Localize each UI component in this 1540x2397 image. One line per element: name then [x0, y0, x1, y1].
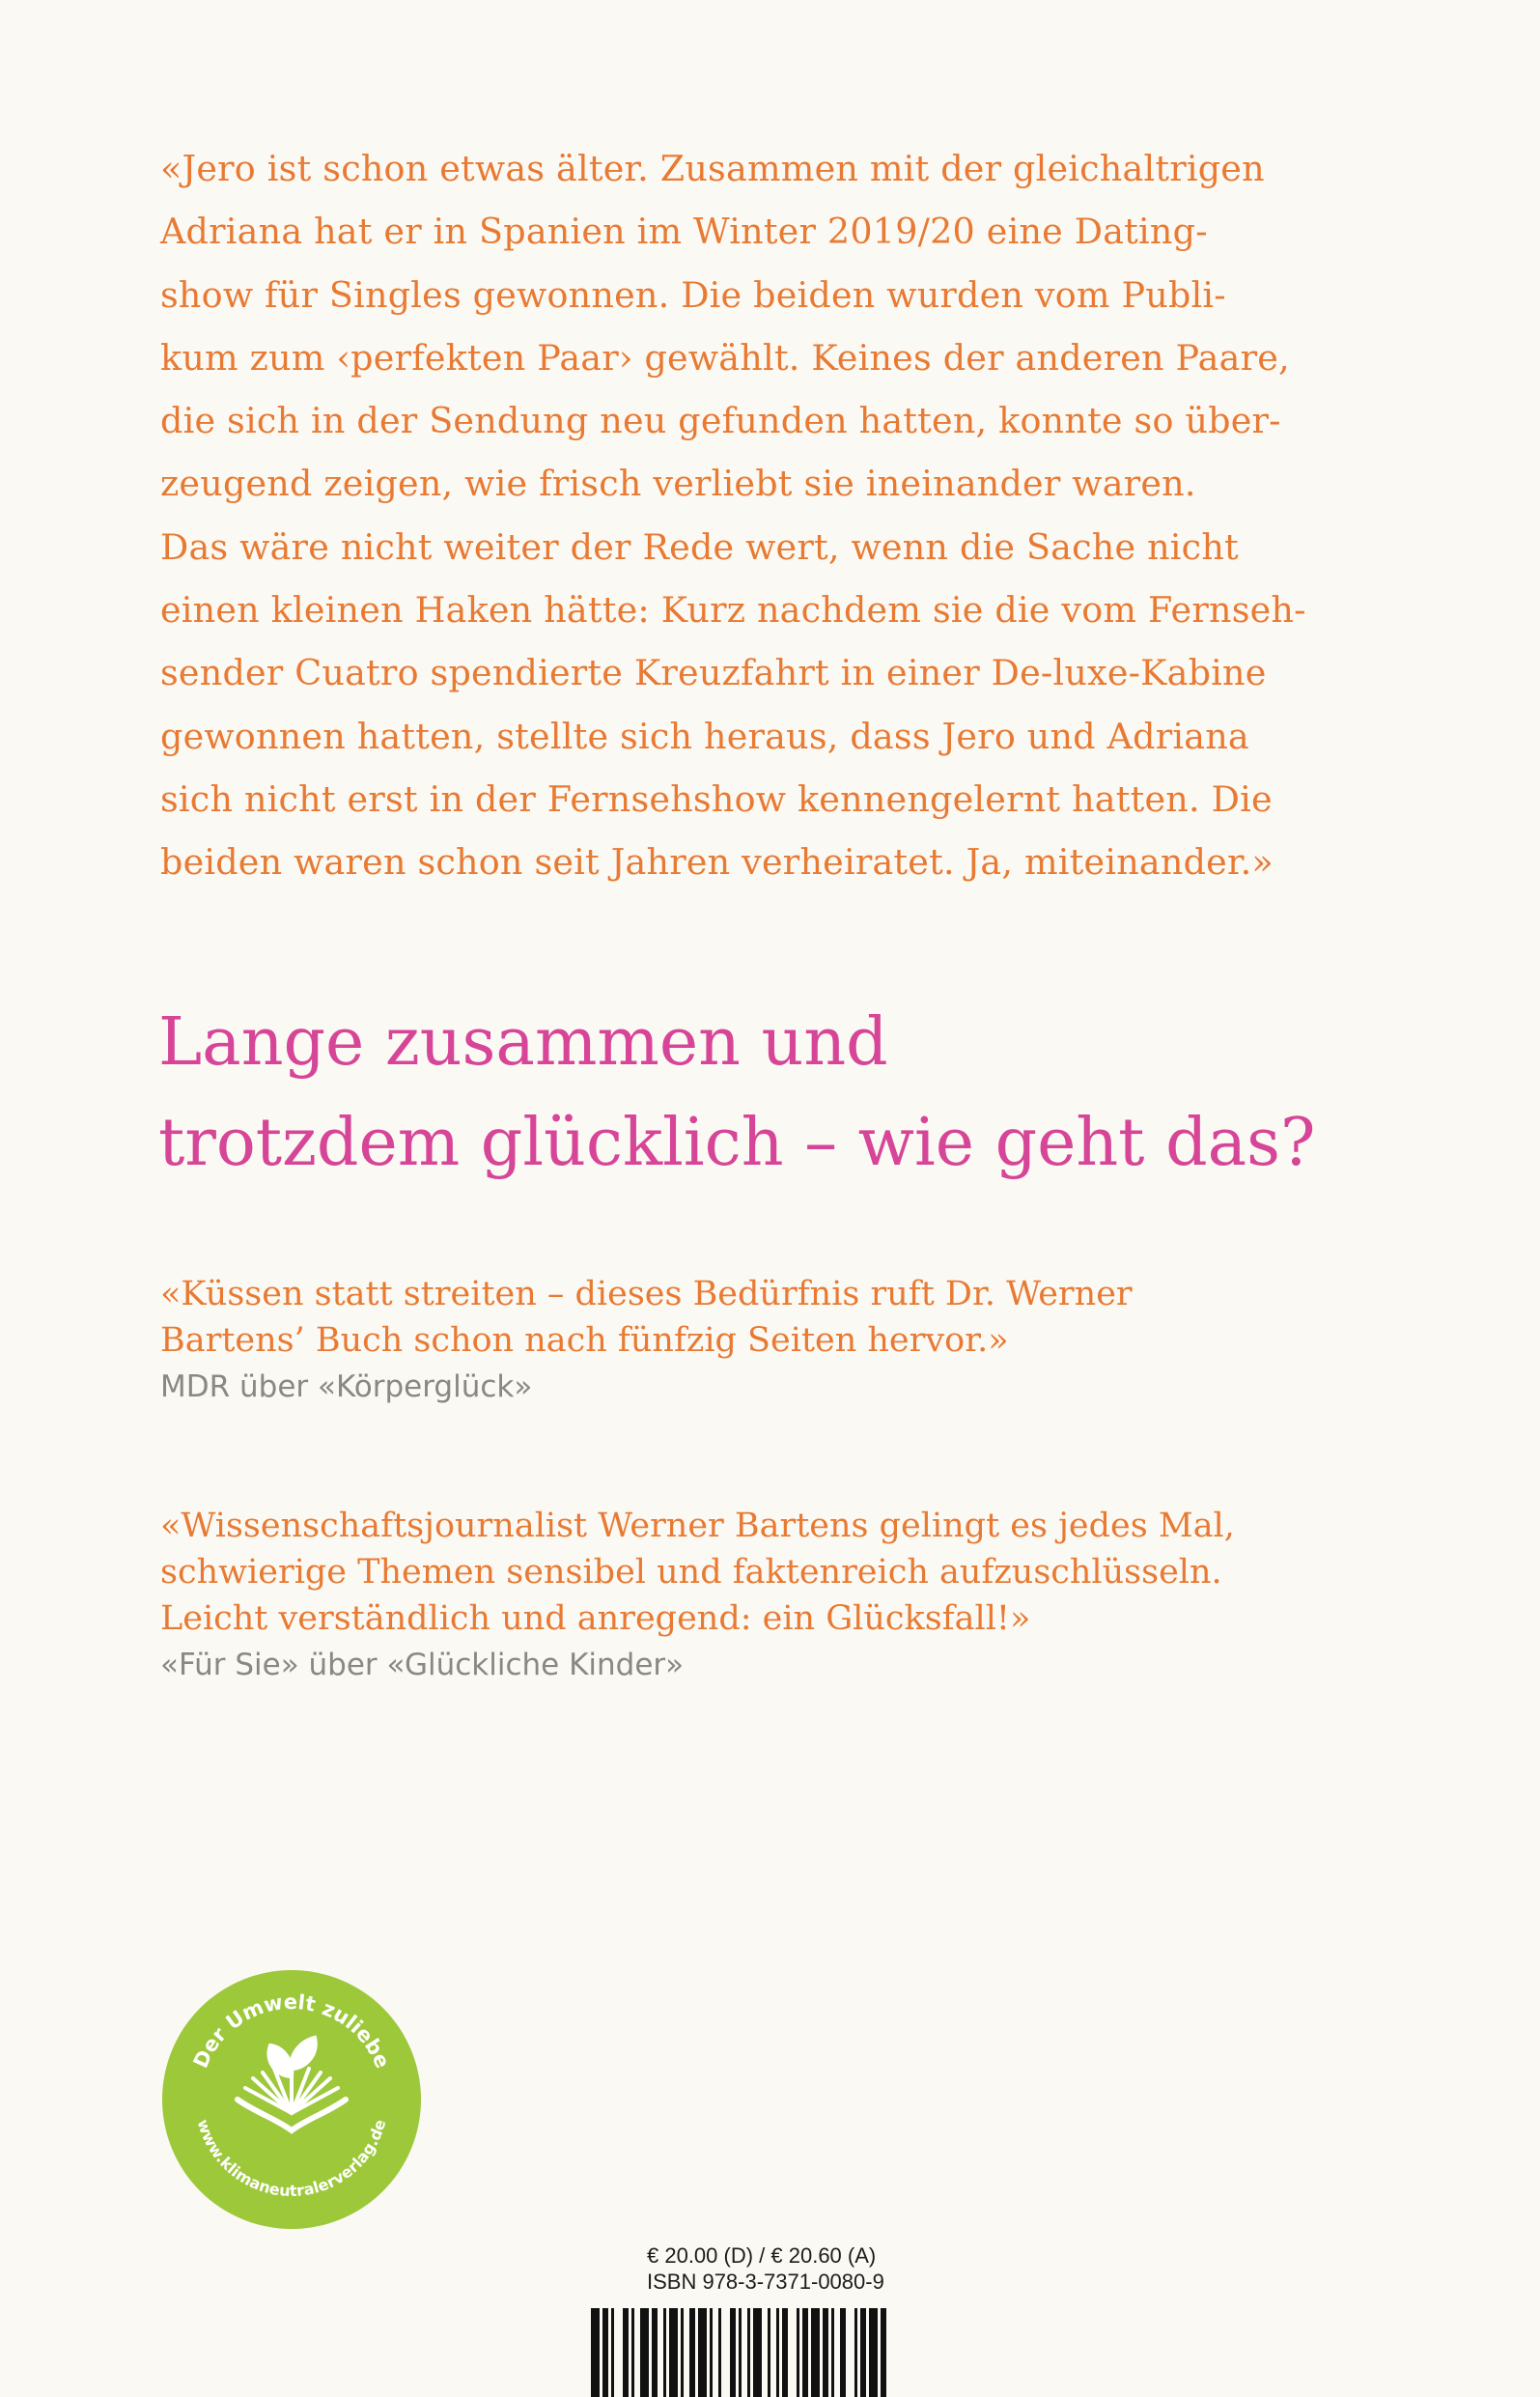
barcode-bar [710, 2308, 713, 2397]
barcode-bar [811, 2308, 820, 2397]
barcode-bar [689, 2308, 695, 2397]
excerpt-line: gewonnen hatten, stellte sich heraus, dass Jero und Adriana [160, 715, 1249, 757]
quote-source: «Für Sie» über «Glückliche Kinder» [160, 1648, 685, 1682]
barcode-bar [854, 2308, 857, 2397]
excerpt-line: sich nicht erst in der Fernsehshow kennengelernt hatten. Die [160, 777, 1273, 820]
barcode-bar [802, 2308, 808, 2397]
excerpt-line: Das wäre nicht weiter der Rede wert, wenn die Sache nicht [160, 525, 1239, 568]
excerpt-line: show für Singles gewonnen. Die beiden wurden vom Publi- [160, 273, 1226, 316]
badge-bottom-text: www.klimaneutralerverlag.de [193, 2117, 390, 2201]
excerpt-line: «Jero ist schon etwas älter. Zusammen mit der gleichaltrigen [160, 148, 1265, 189]
headline-line: trotzdem glücklich – wie geht das? [158, 1105, 1316, 1181]
barcode-bar [631, 2308, 634, 2397]
barcode-bar [611, 2308, 614, 2397]
barcode-bar [782, 2308, 788, 2397]
quote-line: Bartens’ Buch schon nach fünfzig Seiten hervor.» [160, 1321, 1009, 1360]
barcode-bar [669, 2308, 678, 2397]
barcode-bar [652, 2308, 658, 2397]
barcode-bar [776, 2308, 779, 2397]
excerpt-line: beiden waren schon seit Jahren verheiratet. Ja, miteinander.» [160, 841, 1274, 884]
barcode-bar [739, 2308, 742, 2397]
barcode-bar [860, 2308, 866, 2397]
barcode-bar [730, 2308, 736, 2397]
barcode-bar [823, 2308, 828, 2397]
excerpt-text [160, 137, 1444, 894]
excerpt-line: einen kleinen Haken hätte: Kurz nachdem sie die vom Fernseh- [160, 589, 1306, 632]
excerpt-line: kum zum ‹perfekten Paar› gewählt. Keines der anderen Paare, [160, 336, 1290, 379]
barcode-bar [602, 2308, 608, 2397]
barcode-bar [881, 2308, 886, 2397]
climate-neutral-badge [160, 1968, 423, 2231]
barcode-bar [663, 2308, 666, 2397]
quote-line: Leicht verständlich und anregend: ein Glücksfall!» [160, 1599, 1031, 1638]
headline [158, 993, 1442, 1194]
price-line: € 20.00 (D) / € 20.60 (A) [647, 2243, 877, 2268]
barcode [591, 2308, 958, 2397]
barcode-bar [753, 2308, 762, 2397]
excerpt-line: die sich in der Sendung neu gefunden hatten, konnte so über- [160, 400, 1281, 442]
barcode-bar [831, 2308, 834, 2397]
isbn-line: ISBN 978-3-7371-0080-9 [647, 2270, 884, 2294]
quote-source: MDR über «Körperglück» [160, 1369, 533, 1404]
barcode-bar [747, 2308, 750, 2397]
barcode-bar [840, 2308, 846, 2397]
excerpt-line: sender Cuatro spendierte Kreuzfahrt in einer De-luxe-Kabine [160, 652, 1267, 694]
price-block [647, 2242, 884, 2295]
excerpt-line: Adriana hat er in Spanien im Winter 2019/20 eine Dating- [160, 211, 1208, 253]
barcode-bar [869, 2308, 878, 2397]
barcode-bar [681, 2308, 684, 2397]
quote-line: schwierige Themen sensibel und faktenreich aufzuschlüsseln. [160, 1553, 1222, 1592]
barcode-bar [797, 2308, 799, 2397]
barcode-bar [591, 2308, 600, 2397]
quote-line: «Küssen statt streiten – dieses Bedürfnis ruft Dr. Werner [160, 1275, 1133, 1313]
quote-line: «Wissenschaftsjournalist Werner Bartens gelingt es jedes Mal, [160, 1507, 1235, 1545]
barcode-bar [718, 2308, 721, 2397]
headline-line: Lange zusammen und [158, 1004, 888, 1081]
review-quote [160, 1503, 1444, 1688]
barcode-bar [640, 2308, 649, 2397]
barcode-bar [623, 2308, 629, 2397]
review-quote [160, 1271, 1444, 1410]
badge-top-text: Der Umwelt zuliebe [188, 1989, 395, 2072]
barcode-bar [768, 2308, 770, 2397]
excerpt-line: zeugend zeigen, wie frisch verliebt sie ineinander waren. [160, 463, 1196, 505]
barcode-bar [698, 2308, 707, 2397]
